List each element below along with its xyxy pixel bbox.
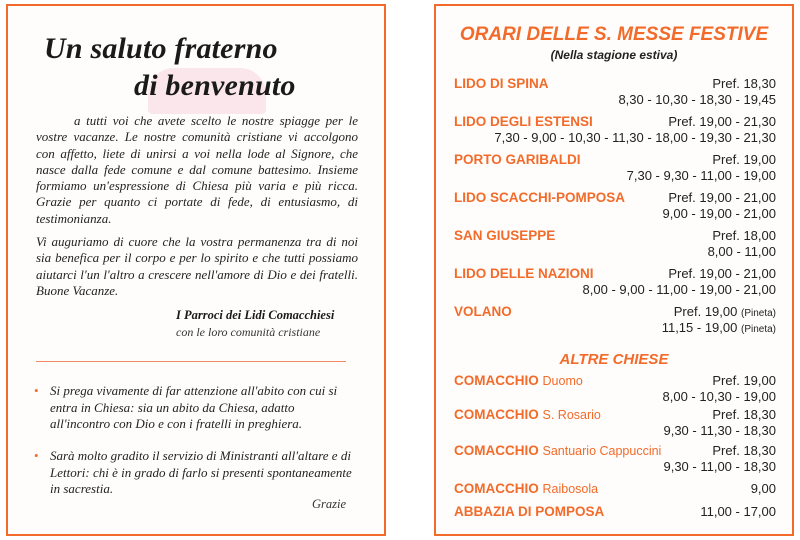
festive-time-value: 11,15 - 19,00: [661, 320, 738, 335]
welcome-title-line-1: Un saluto fraterno: [44, 32, 278, 65]
schedule-subtitle: (Nella stagione estiva): [550, 48, 678, 62]
note-dress-code: [34, 383, 352, 433]
church-town: COMACCHIO: [454, 373, 539, 388]
festive-times: 7,30 - 9,30 - 11,00 - 19,00: [626, 168, 776, 183]
welcome-panel: [6, 4, 386, 536]
pre-festive-times: Pref. 18,00: [712, 228, 776, 243]
church-town: COMACCHIO: [454, 443, 539, 458]
festive-times: [662, 320, 776, 335]
location-name: LIDO DEGLI ESTENSI: [454, 114, 593, 129]
church-town: COMACCHIO: [454, 481, 539, 496]
festive-times: 8,00 - 11,00: [707, 244, 776, 259]
location-name: LIDO DELLE NAZIONI: [454, 266, 594, 281]
pre-festive-times: [674, 304, 776, 319]
festive-times: 9,30 - 11,00 - 18,30: [663, 459, 776, 474]
church-name: S. Rosario: [542, 408, 601, 422]
festive-times: 9,00: [750, 481, 776, 496]
location-name: [454, 407, 601, 422]
signature-name: I Parroci dei Lidi Comacchiesi: [176, 308, 335, 322]
festive-times: 8,00 - 9,00 - 11,00 - 19,00 - 21,00: [582, 282, 776, 297]
pre-festive-times: Pref. 18,30: [712, 443, 776, 458]
thanks-text: Grazie: [312, 497, 347, 511]
mass-schedule-panel: [434, 4, 794, 536]
location-name: VOLANO: [454, 304, 512, 319]
festive-times: 8,00 - 10,30 - 19,00: [662, 389, 776, 404]
section-divider: [36, 361, 346, 362]
location-name: [454, 481, 598, 496]
note-ministers: [34, 448, 352, 498]
location-name: LIDO SCACCHI-POMPOSA: [454, 190, 626, 205]
pre-festive-times: Pref. 19,00 - 21,30: [668, 114, 776, 129]
pre-festive-times: Pref. 18,30: [712, 76, 776, 91]
church-name: Duomo: [542, 374, 583, 388]
welcome-paragraph-1: a tutti voi che avete scelto le nostre spiagge per le vostre vacanze. Le nostre comunità cristiane vi accolgono con affetto, liete di unirsi a voi nella lode al Signore, che nasce dalla fede comune e dal comune battesimo. Insieme formiamo un'espressione di Chiesa più varia e più ricca. Grazie per quanto ci portate di fede, di entusiasmo, di testimonianza.: [36, 113, 358, 226]
location-name: SAN GIUSEPPE: [454, 228, 556, 243]
location-name: LIDO DI SPINA: [454, 76, 549, 91]
festive-times: 9,30 - 11,30 - 18,30: [663, 423, 776, 438]
church-town: COMACCHIO: [454, 407, 539, 422]
location-note: (Pineta): [740, 324, 776, 335]
location-name: [454, 373, 583, 388]
festive-times: 8,30 - 10,30 - 18,30 - 19,45: [618, 92, 776, 107]
festive-times: 9,00 - 19,00 - 21,00: [662, 206, 776, 221]
note-dress-code-text: Si prega vivamente di far attenzione all'abito con cui si entra in Chiesa: sia un abito da Chiesa, adatto all'incontro con Dio e con i fratelli in preghiera.: [50, 383, 338, 431]
pre-festive-times: Pref. 18,30: [712, 407, 776, 422]
other-churches-heading: ALTRE CHIESE: [559, 351, 669, 368]
location-name: ABBAZIA DI POMPOSA: [454, 504, 605, 519]
welcome-title-line-2: di benvenuto: [134, 69, 296, 102]
bullet-icon: •: [34, 383, 39, 398]
pre-festive-time-value: Pref. 19,00: [673, 304, 738, 319]
pre-festive-times: Pref. 19,00 - 21,00: [668, 266, 776, 281]
church-name: Santuario Cappuccini: [542, 444, 662, 458]
pre-festive-times: Pref. 19,00: [712, 152, 776, 167]
pre-festive-times: Pref. 19,00 - 21,00: [668, 190, 776, 205]
signature-subtitle: con le loro comunità cristiane: [176, 325, 321, 339]
note-ministers-text: Sarà molto gradito il servizio di Ministranti all'altare e di Lettori: chi è in grado di farlo si presenti spontaneamente in sacrestia.: [50, 448, 352, 496]
pre-festive-times: Pref. 19,00: [712, 373, 776, 388]
schedule-title: ORARI DELLE S. MESSE FESTIVE: [459, 24, 769, 45]
bullet-icon: •: [34, 448, 39, 463]
welcome-paragraph-2: Vi auguriamo di cuore che la vostra permanenza tra di noi sia benefica per il corpo e per lo spirito e che tutti possiamo aiutarci l'un l'altro a crescere nell'amore di Dio e dei fratelli. Buone Vacanze.: [36, 234, 358, 298]
church-name: Raibosola: [542, 482, 599, 496]
festive-times: 7,30 - 9,00 - 10,30 - 11,30 - 18,00 - 19,30 - 21,30: [494, 130, 776, 145]
festive-times: 11,00 - 17,00: [700, 504, 776, 519]
location-note: (Pineta): [740, 308, 776, 319]
location-name: [454, 443, 661, 458]
location-name: PORTO GARIBALDI: [454, 152, 581, 167]
